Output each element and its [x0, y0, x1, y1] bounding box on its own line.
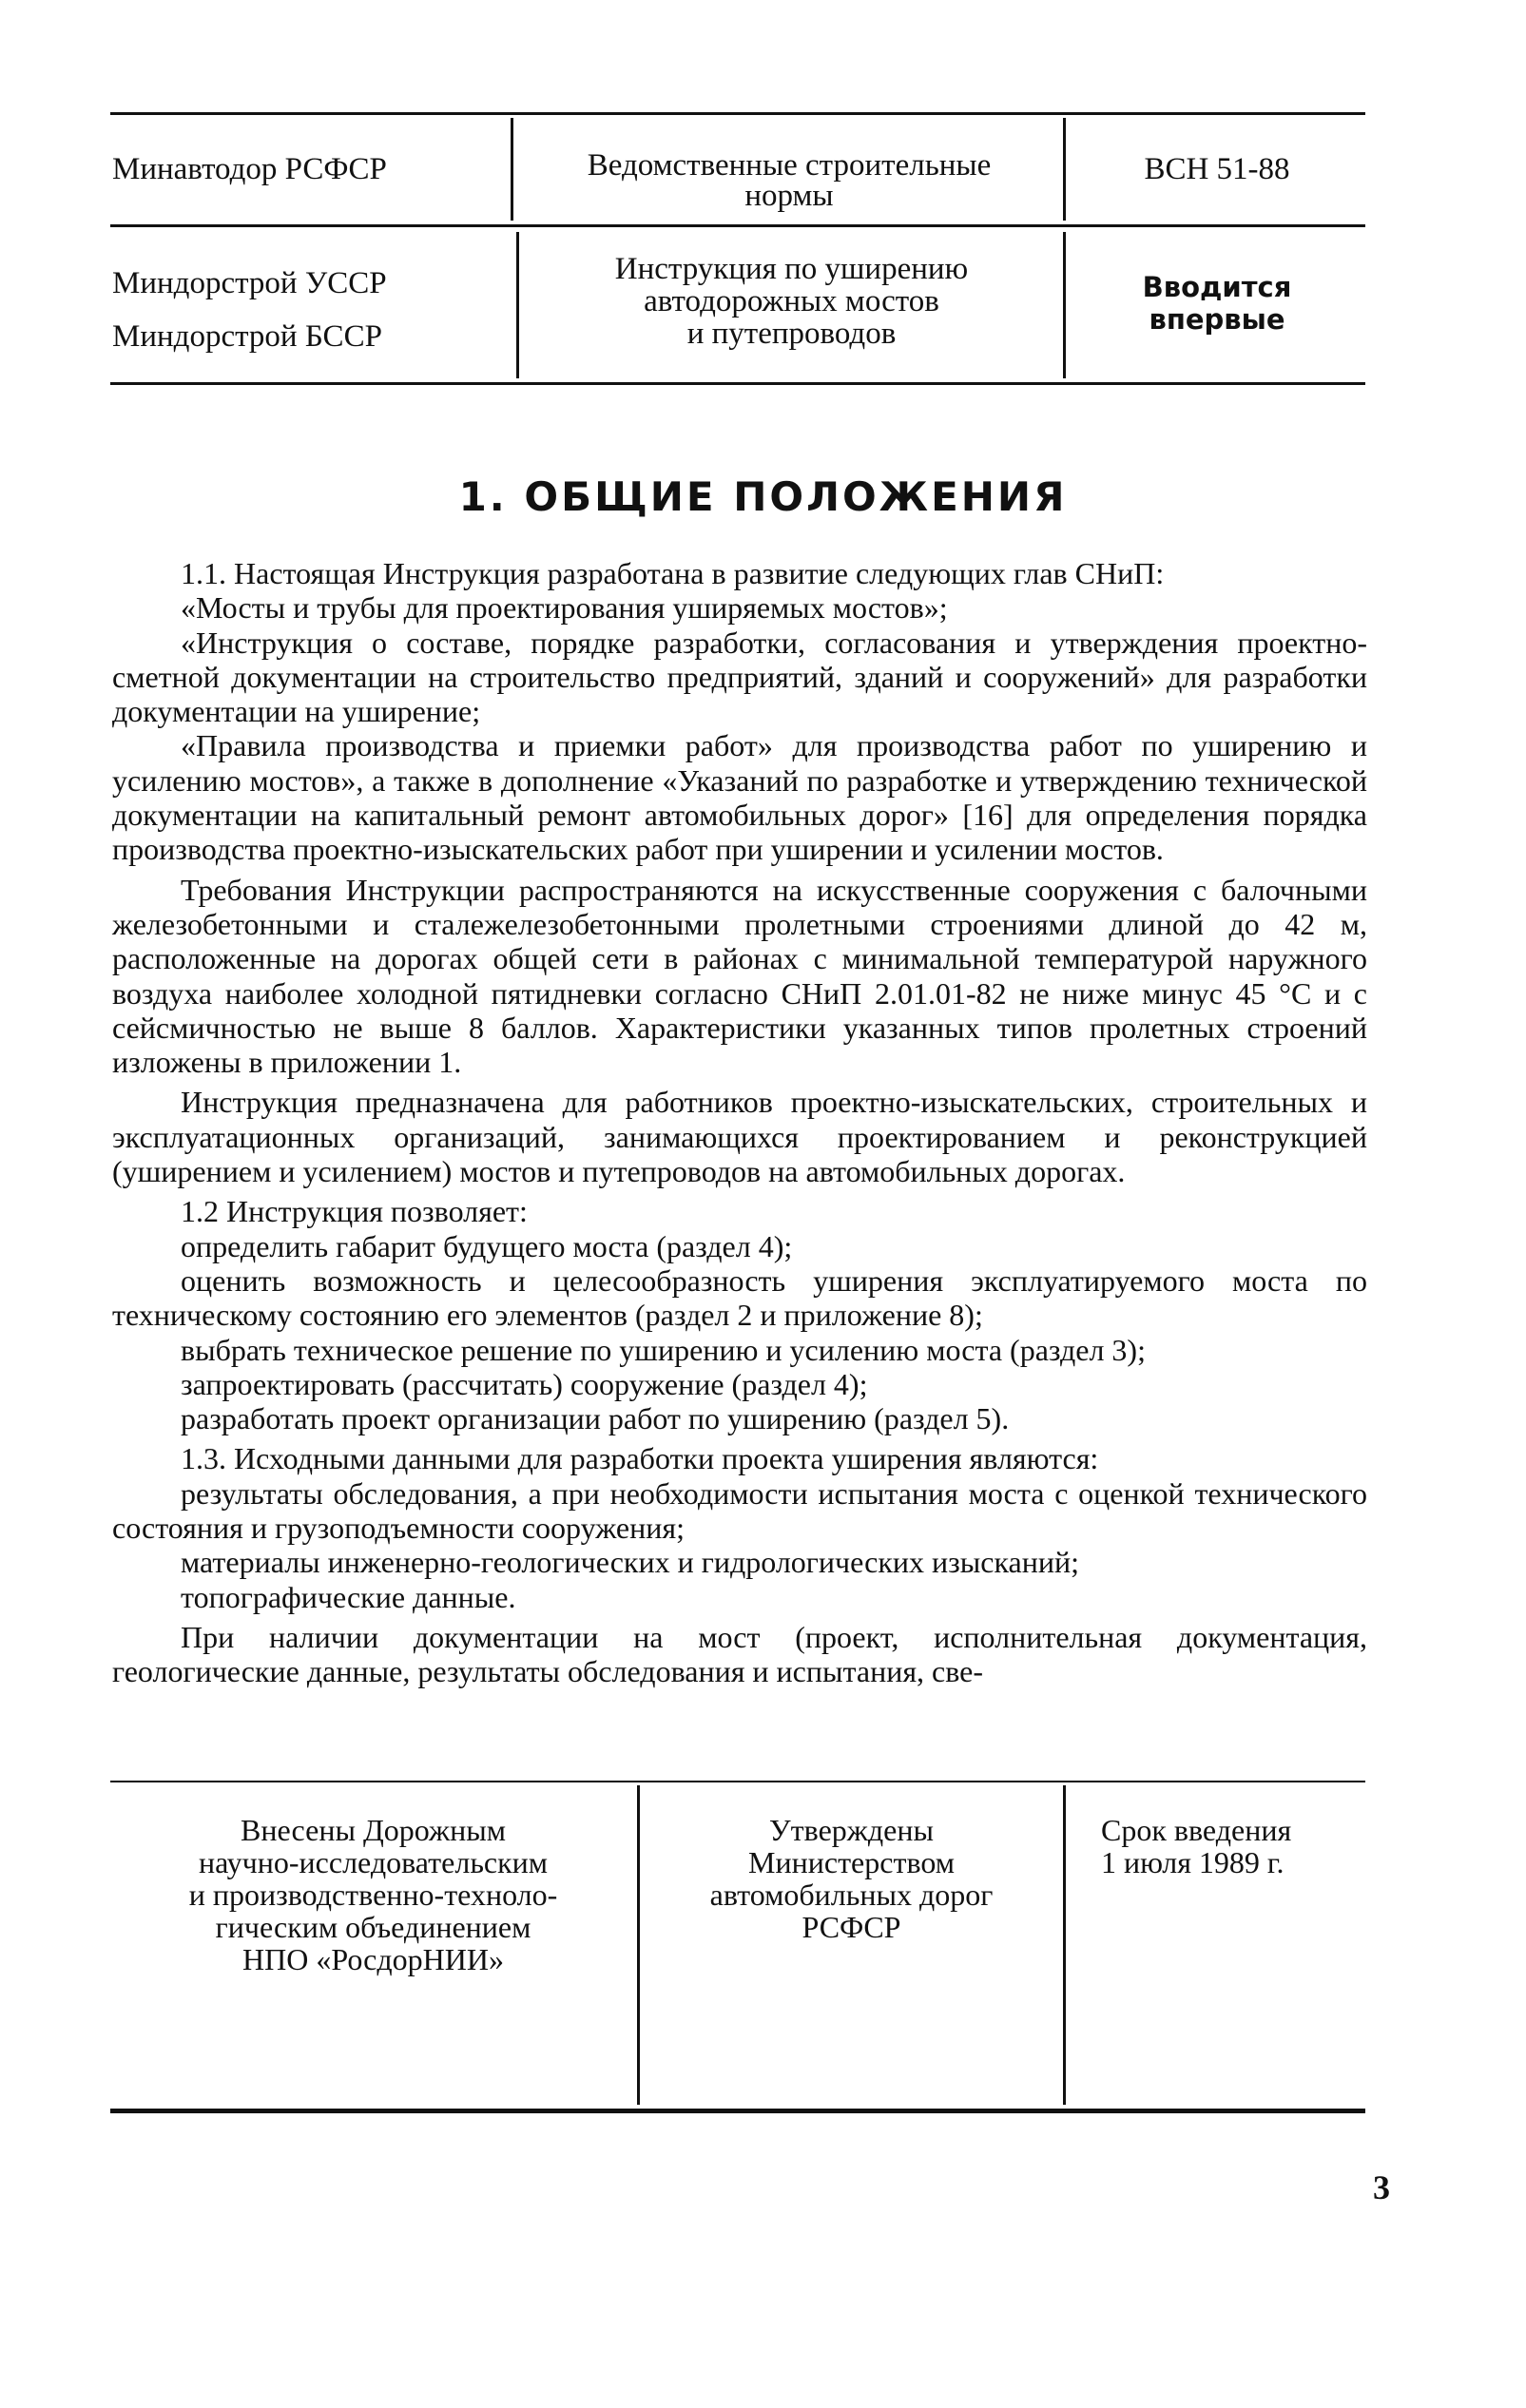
paragraph: определить габарит будущего моста (раздел 4);: [181, 1228, 793, 1263]
footer-bottom-rule: [110, 2109, 1365, 2113]
paragraph: топографические данные.: [181, 1579, 516, 1614]
header-code: ВСН 51-88: [1144, 152, 1290, 186]
section-title: 1. ОБЩИЕ ПОЛОЖЕНИЯ: [458, 473, 1068, 520]
header-bottom-rule: [110, 382, 1365, 385]
paragraph: При наличии документации на мост (проект, исполнительная документация, геологические данные, результаты обследования и испытания, све-: [112, 1619, 1367, 1689]
paragraph: «Правила производства и приемки работ» для производства работ по уширению и усилению мостов», а также в дополнение «Указаний по разработке и утверждению технической документации на капитальный ремонт автомобильных дорог» [16] для определения порядка производства проектно-изыскательских работ при уширении и усилении мостов.: [112, 728, 1367, 867]
footer-approved: Утверждены Министерством автомобильных дорог РСФСР: [709, 1813, 994, 1944]
body-text: [112, 556, 1367, 1689]
paragraph: «Мосты и трубы для проектирования уширяемых мостов»;: [181, 590, 948, 626]
header-doc-title: Инструкция по уширению автодорожных мостов и путепроводов: [614, 252, 969, 351]
header-agencies: Миндорстрой УССР Миндорстрой БССР: [112, 266, 387, 354]
header-divider-2: [1063, 118, 1066, 221]
paragraph: 1.1. Настоящая Инструкция разработана в развитие следующих глав СНиП:: [181, 556, 1165, 590]
paragraph: Инструкция предназначена для работников проектно-изыскательских, строительных и эксплуатационных организаций, занимающихся проектированием и реконструкцией (уширением и усилением) мостов и путепроводов на автомобильных дорогах.: [112, 1085, 1367, 1189]
header-divider-1: [511, 118, 513, 221]
header-divider-4: [1063, 232, 1066, 378]
paragraph: разработать проект организации работ по уширению (раздел 5).: [181, 1401, 1010, 1436]
header-divider-3: [516, 232, 519, 378]
header-agency: Минавтодор РСФСР: [112, 152, 387, 186]
paragraph: 1.2 Инструкция позволяет:: [181, 1194, 528, 1229]
paragraph: выбрать техническое решение по уширению и усилению моста (раздел 3);: [181, 1332, 1146, 1367]
header-middle-rule: [110, 224, 1365, 227]
footer-top-rule: [110, 1781, 1365, 1782]
page-number: 3: [1373, 2168, 1390, 2206]
footer-effective: Срок введения 1 июля 1989 г.: [1101, 1813, 1292, 1879]
footer-submitted: Внесены Дорожным научно-исследовательским и производственно-техноло- гическим объединением НПО «РосдорНИИ»: [188, 1813, 558, 1976]
paragraph: Требования Инструкции распространяются на искусственные сооружения с балочными железобетонными и сталежелезобетонными пролетными строениями длиной до 42 м, расположенные на дорогах общей сети в районах с минимальной температурой наружного воздуха наиболее холодной пятидневки согласно СНиП 2.01.01-82 не ниже минус 45 °С и с сейсмичностью не выше 8 баллов. Характеристики указанных типов пролетных строений изложены в приложении 1.: [112, 872, 1367, 1080]
paragraph: «Инструкция о составе, порядке разработки, согласования и утверждения проектно-сметной документации на строительство предприятий, зданий и сооружений» для разработки документации на уширение;: [112, 625, 1367, 729]
paragraph: запроектировать (рассчитать) сооружение (раздел 4);: [181, 1366, 868, 1401]
footer-divider-2: [1063, 1785, 1066, 2105]
header-status: Вводится впервые: [1142, 271, 1292, 336]
paragraph: оценить возможность и целесообразность уширения эксплуатируемого моста по техническому состоянию его элементов (раздел 2 и приложение 8);: [112, 1262, 1367, 1333]
paragraph: материалы инженерно-геологических и гидрологических изысканий;: [181, 1545, 1080, 1580]
paragraph: 1.3. Исходными данными для разработки проекта уширения являются:: [181, 1441, 1099, 1476]
footer-divider-1: [637, 1785, 640, 2105]
paragraph: результаты обследования, а при необходимости испытания моста с оценкой технического состояния и грузоподъемности сооружения;: [112, 1475, 1367, 1546]
header-top-rule: [110, 112, 1365, 115]
header-doc-type: Ведомственные строительные нормы: [587, 148, 992, 213]
